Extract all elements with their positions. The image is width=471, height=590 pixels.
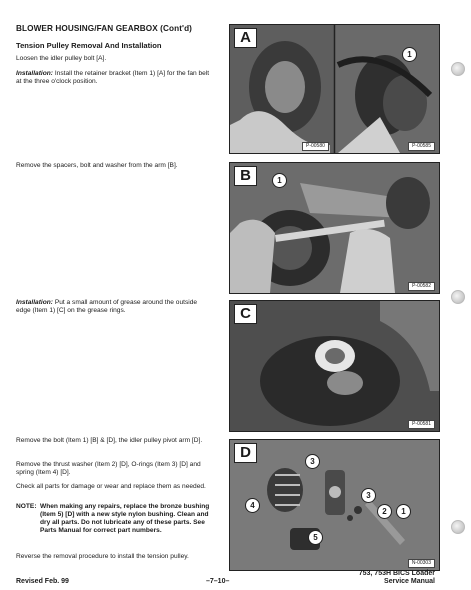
installation-lead: Installation: (16, 70, 53, 77)
figure-d-code: N-00303 (408, 559, 435, 568)
figure-c-photo (230, 301, 439, 431)
figure-b (229, 162, 440, 294)
figure-a (229, 24, 440, 154)
figure-a-label: A (234, 28, 257, 48)
footer-revision: Revised Feb. 99 (16, 578, 69, 585)
figure-a-code-left: P-00580 (302, 142, 329, 151)
installation-lead: Installation: (16, 299, 53, 306)
step-remove-washer: Remove the thrust washer (Item 2) [D], O-rings (Item 3) [D] and spring (Item 4) [D]. (16, 461, 201, 476)
note-text: When making any repairs, replace the bronze bushing (Item 5) [D] with a new style nylon bushing. Clean and dry all parts. Do not lubricate any of these parts. See Parts Manual for correct part numbers. (40, 503, 210, 534)
section-subtitle: Tension Pulley Removal And Installation (16, 41, 162, 50)
figure-c-label: C (234, 304, 257, 324)
figure-b-photo (230, 163, 439, 293)
step-loosen: Loosen the idler pulley bolt [A]. (16, 55, 107, 62)
callout-3: 3 (361, 488, 376, 503)
step-reverse: Reverse the removal procedure to install the tension pulley. (16, 553, 189, 560)
footer-model: 753, 753H BICS Loader (358, 570, 435, 577)
callout-1: 1 (396, 504, 411, 519)
page-title: BLOWER HOUSING/FAN GEARBOX (Cont'd) (16, 24, 193, 33)
footer-page-number: –7–10– (206, 578, 230, 585)
figure-d-label: D (234, 443, 257, 463)
figure-c (229, 300, 440, 432)
binder-hole (451, 62, 465, 76)
callout-4: 4 (245, 498, 260, 513)
figure-b-label: B (234, 166, 257, 186)
binder-hole (451, 520, 465, 534)
figure-d (229, 439, 440, 571)
figure-c-code: P-00581 (408, 420, 435, 429)
callout-2: 2 (377, 504, 392, 519)
binder-hole (451, 290, 465, 304)
step-remove-spacers: Remove the spacers, bolt and washer from the arm [B]. (16, 162, 178, 169)
callout-1: 1 (272, 173, 287, 188)
step-installation-bracket (16, 70, 212, 86)
callout-5: 5 (308, 530, 323, 545)
figure-a-code-right: P-00585 (408, 142, 435, 151)
step-remove-bolt: Remove the bolt (Item 1) [B] & [D], the idler pulley pivot arm [D]. (16, 437, 203, 444)
note-label: NOTE: (16, 503, 37, 510)
installation-text: Put a small amount of grease around the outside edge (Item 1) [C] on the grease rings. (16, 299, 198, 314)
installation-text: Install the retainer bracket (Item 1) [A] for the fan belt at the three o'clock position. (16, 70, 210, 85)
callout-1: 1 (402, 47, 417, 62)
step-installation-grease (16, 299, 212, 315)
footer-manual-title (359, 570, 435, 586)
step-check-parts: Check all parts for damage or wear and replace them as needed. (16, 483, 206, 490)
figure-b-code: P-00582 (408, 282, 435, 291)
callout-3: 3 (305, 454, 320, 469)
figure-a-photo (230, 25, 439, 153)
footer-manual-type: Service Manual (384, 578, 435, 585)
